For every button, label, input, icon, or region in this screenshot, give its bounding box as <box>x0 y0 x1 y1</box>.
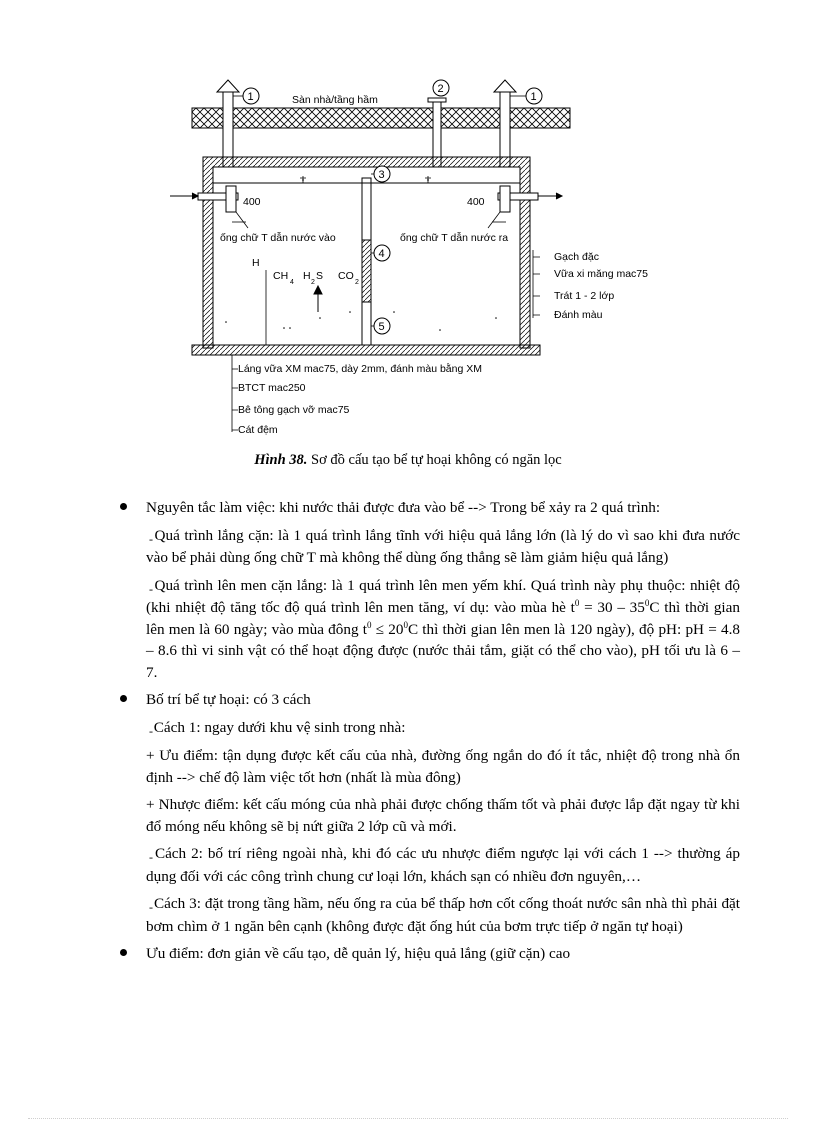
list-item <box>115 717 740 740</box>
wall-layer-1: Gạch đặc <box>554 251 599 263</box>
wall-layer-3: Trát 1 - 2 lớp <box>554 290 615 302</box>
bottom-layer-1: Láng vữa XM mac75, dày 2mm, đánh màu bằng XM <box>238 363 482 375</box>
bottom-layer-4: Cát đệm <box>238 424 278 436</box>
dash-bullet-icon: - <box>149 850 153 864</box>
bottom-layer-2: BTCT mac250 <box>238 382 306 394</box>
dash-bullet-icon: - <box>149 900 153 914</box>
paragraph-working-principle: Nguyên tắc làm việc: khi nước thải được đưa vào bể --> Trong bể xảy ra 2 quá trình: <box>146 499 661 516</box>
list-item <box>115 943 740 965</box>
bottom-layer-3: Bê tông gạch vỡ mac75 <box>238 404 350 416</box>
list-item <box>115 893 740 937</box>
circle-3-label: 3 <box>378 169 385 181</box>
gas-h2s-a: H <box>303 270 311 282</box>
gas-ch4-sub: 4 <box>290 279 294 286</box>
paragraph-fermentation: Quá trình lên men cặn lắng: là 1 quá trình lên men yếm khí. Quá trình này phụ thuộc: nhiệt độ (khi nhiệt độ tăng tốc độ quá trình lên men tăng, ví dụ: vào mùa hè $t^0 = 30 - 35^0C$ thì thời gian lên men là 60 ngày; vào mùa đông $t^0 \le 20^0C$ thì thời gian lên men là 120 ngày), độ pH: pH = 4.8 – 8.6 thì vi sinh vật có thể hoạt động được (nước thải tắm, giặt có thể cho vào), pH tối ưu là 6 – 7. <box>146 576 740 681</box>
partition-wall <box>362 178 371 345</box>
dash-bullet-icon: - <box>149 531 153 546</box>
circle-2-label: 2 <box>437 83 444 95</box>
wall-layer-bracket <box>533 250 540 318</box>
gas-ch4: CH <box>273 270 289 282</box>
floor-slab <box>192 108 570 128</box>
dim-right-value: 400 <box>467 196 485 208</box>
outlet-label: ống chữ T dẫn nước ra <box>400 232 509 244</box>
paragraph-advantages: Ưu điểm: đơn giản về cấu tạo, dễ quản lý, hiệu quả lắng (giữ cặn) cao <box>146 945 571 962</box>
list-item <box>115 843 740 887</box>
gas-co2: CO <box>338 270 354 282</box>
circle-1-right-label: 1 <box>530 91 537 103</box>
list-item <box>115 497 740 519</box>
gas-h: H <box>252 257 260 269</box>
paragraph-settling: Quá trình lắng cặn: là 1 quá trình lắng tĩnh với hiệu quả lắng lớn (là lý do vì sao khi đưa nước vào bể phải dùng ống chữ T mà không thể dùng ống thẳng sẽ làm giảm hiệu quả lắng) <box>146 526 741 566</box>
list-item <box>115 575 740 684</box>
wall-layer-4: Đánh màu <box>554 309 603 321</box>
document-body <box>115 497 740 971</box>
dash-bullet-icon: - <box>149 723 153 738</box>
list-item <box>115 689 740 711</box>
wall-layer-2: Vữa xi măng mac75 <box>554 268 648 280</box>
circle-1-left-label: 1 <box>247 91 254 103</box>
figure-title: Sơ đồ cấu tạo bể tự hoại không có ngăn lọc <box>307 452 562 468</box>
dim-left-value: 400 <box>243 196 261 208</box>
figure-number: Hình 38. <box>254 452 308 468</box>
dash-bullet-icon: - <box>149 581 153 596</box>
paragraph-option-3: Cách 3: đặt trong tầng hầm, nếu ống ra của bể thấp hơn cốt cống thoát nước sân nhà thì phải đặt bơm chìm ở 1 ngăn bên cạnh (không được đặt ống hút của bơm trực tiếp ở ngăn tự hoại) <box>146 895 741 935</box>
paragraph-option-1: Cách 1: ngay dưới khu vệ sinh trong nhà: <box>153 718 406 736</box>
bullet-icon <box>120 503 127 510</box>
circle-5-label: 5 <box>378 321 385 333</box>
gas-co2-sub: 2 <box>355 279 359 286</box>
paragraph-option-2: Cách 2: bố trí riêng ngoài nhà, khi đó các ưu nhược điểm ngược lại với cách 1 --> thường áp dụng đối với các công trình chung cư loại lớn, khách sạn có nhiều đơn nguyên,… <box>146 845 741 885</box>
bullet-icon <box>120 949 127 956</box>
bullet-icon <box>120 695 127 702</box>
floor-label: Sàn nhà/tầng hầm <box>292 94 378 106</box>
paragraph-option-1-pros: + Ưu điểm: tận dụng được kết cấu của nhà, đường ống ngắn do đó ít tắc, nhiệt độ trong nhà ổn định --> chế độ làm việc tốt hơn (nhất là mùa đông) <box>146 747 740 786</box>
gas-h2s-sub: 2 <box>311 279 315 286</box>
paragraph-option-1-cons: + Nhược điểm: kết cấu móng của nhà phải được chống thấm tốt và phải được lắp đặt ngay từ khi đổ móng nếu không sẽ bị nứt giữa 2 lớp cũ và mới. <box>146 796 740 835</box>
gas-h2s-b: S <box>316 270 324 282</box>
septic-tank-diagram <box>0 0 816 450</box>
paragraph-layout-options: Bố trí bể tự hoại: có 3 cách <box>146 691 311 708</box>
figure-caption <box>0 452 816 469</box>
page-bottom-rule <box>28 1118 788 1119</box>
circle-4-label: 4 <box>378 248 385 260</box>
inlet-label: ống chữ T dẫn nước vào <box>220 232 336 244</box>
list-item <box>115 525 740 569</box>
